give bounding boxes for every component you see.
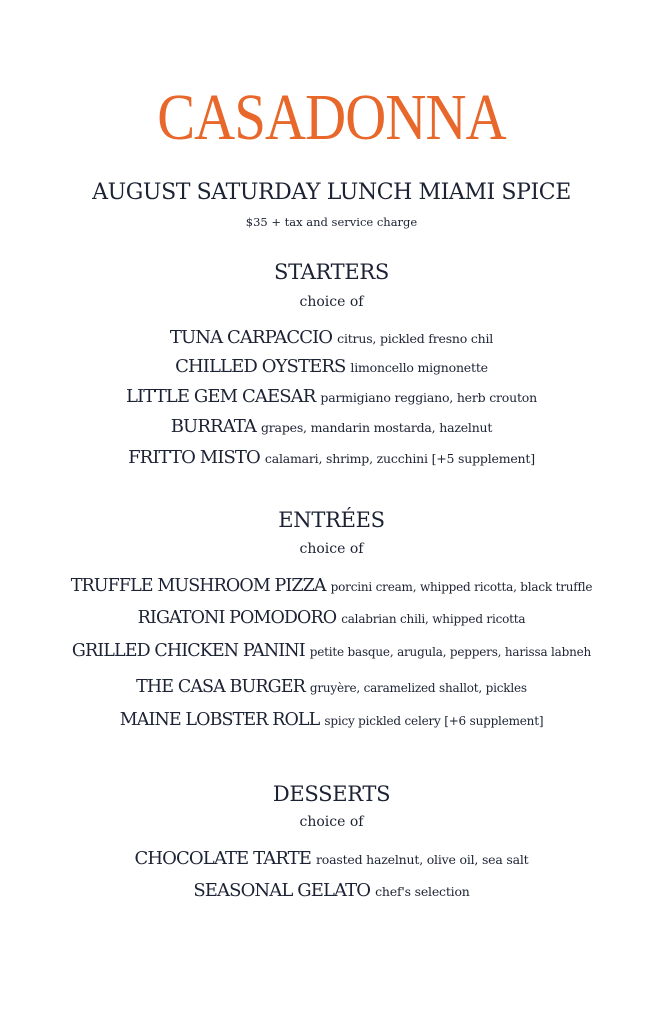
menu-title: AUGUST SATURDAY LUNCH MIAMI SPICE <box>92 180 571 205</box>
menu-item <box>0 674 663 705</box>
dish-name: MAINE LOBSTER ROLL <box>119 710 320 730</box>
dish-name: BURRATA <box>170 416 256 437</box>
menu-item <box>0 707 663 738</box>
brand-logo: CASADONNA <box>157 81 506 154</box>
menu-item <box>0 878 663 909</box>
section-subtitle-desserts: choice of <box>299 814 364 830</box>
dish-name: LITTLE GEM CAESAR <box>126 386 316 407</box>
section-title-entrees: ENTRÉES <box>278 508 385 532</box>
dish-description: citrus, pickled fresno chil <box>337 331 494 346</box>
dish-description: chef's selection <box>375 884 470 899</box>
menu-item <box>0 326 663 355</box>
menu-item <box>0 355 663 384</box>
dish-name: CHOCOLATE TARTE <box>134 848 312 869</box>
dish-description: porcini cream, whipped ricotta, black truffle <box>330 580 593 594</box>
dish-description: roasted hazelnut, olive oil, sea salt <box>316 852 529 867</box>
dish-name: THE CASA BURGER <box>136 677 305 697</box>
menu-item <box>0 605 663 636</box>
dish-description: gruyère, caramelized shallot, pickles <box>309 681 527 695</box>
dish-description: parmigiano reggiano, herb crouton <box>320 390 537 405</box>
section-title-desserts: DESSERTS <box>272 782 391 806</box>
menu-item <box>0 638 663 669</box>
dish-name: SEASONAL GELATO <box>193 880 371 901</box>
menu-item <box>0 385 663 414</box>
menu-item <box>0 573 663 604</box>
dish-name: TUNA CARPACCIO <box>169 327 333 348</box>
dish-name: RIGATONI POMODORO <box>137 608 337 628</box>
menu-item <box>0 846 663 877</box>
dish-description: grapes, mandarin mostarda, hazelnut <box>260 420 493 435</box>
section-title-starters: STARTERS <box>274 260 389 284</box>
dish-name: TRUFFLE MUSHROOM PIZZA <box>70 576 326 596</box>
menu-item <box>0 415 663 444</box>
dish-name: CHILLED OYSTERS <box>175 356 346 377</box>
section-subtitle-entrees: choice of <box>299 541 364 557</box>
menu-item <box>0 446 663 475</box>
section-subtitle-starters: choice of <box>299 294 364 310</box>
dish-description: limoncello mignonette <box>350 360 488 375</box>
dish-name: FRITTO MISTO <box>128 447 260 468</box>
dish-description: calamari, shrimp, zucchini [+5 supplement] <box>264 451 535 466</box>
dish-description: calabrian chili, whipped ricotta <box>341 612 526 626</box>
dish-description: petite basque, arugula, peppers, harissa labneh <box>309 645 592 659</box>
dish-description: spicy pickled celery [+6 supplement] <box>324 714 544 728</box>
dish-name: GRILLED CHICKEN PANINI <box>71 641 305 661</box>
menu-price: $35 + tax and service charge <box>245 215 418 229</box>
